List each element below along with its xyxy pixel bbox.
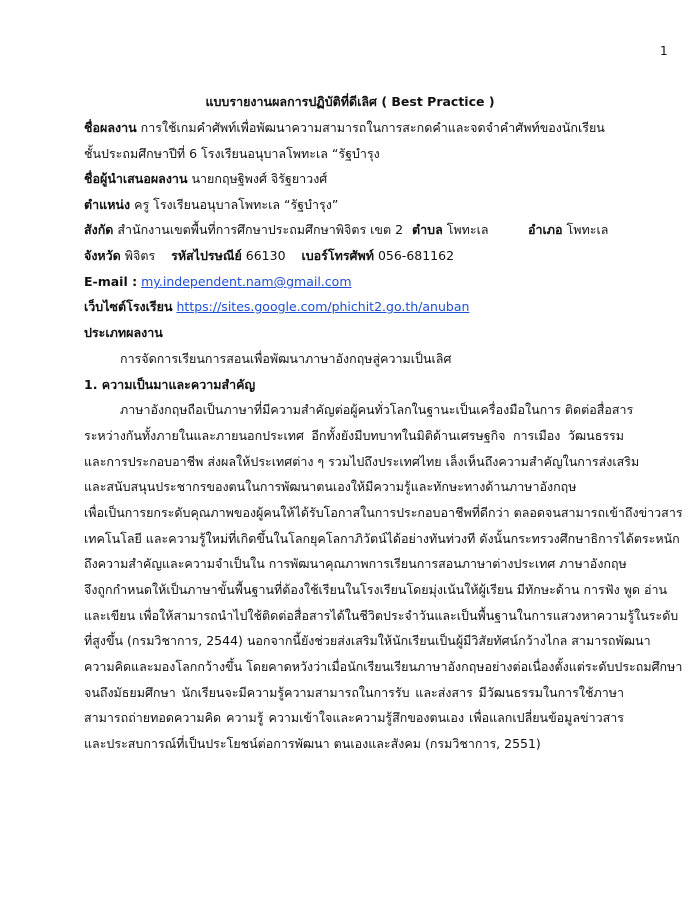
body-line: ความคิดและมองโลกกว้างขึ้น โดยคาดหวังว่าเมื่อนักเรียนเรียนภาษาอังกฤษอย่างต่อเนื่องตั้งแต่ระดับประถมศึกษา: [84, 659, 683, 674]
type-label: ประเภทผลงาน: [84, 325, 163, 340]
body-line: ที่สูงขึ้น (กรมวิชาการ, 2544) นอกจากนี้ยังช่วยส่งเสริมให้นักเรียนเป็นผู้มีวิสัยทัศน์กว้างไกล สามารถพัฒนา: [84, 633, 651, 648]
presenter-row: [84, 170, 624, 188]
position-row: [84, 196, 624, 214]
province-value: พิจิตร: [124, 248, 156, 263]
type-value: การจัดการเรียนการสอนเพื่อพัฒนาภาษาอังกฤษสู่ความเป็นเลิศ: [120, 351, 452, 366]
district-value: โพทะเล: [566, 222, 609, 237]
body-line: เทคโนโลยี และความรู้ใหม่ที่เกิดขึ้นในโลกยุคโลกาภิวัตน์ได้อย่างทันท่วงที ดังนั้นกระทรวงศึกษาธิการได้ตระหนัก: [84, 531, 680, 546]
position-label: ตำแหน่ง: [84, 197, 131, 212]
postcode-label: รหัสไปรษณีย์: [171, 248, 242, 263]
body-line: ภาษาอังกฤษถือเป็นภาษาที่มีความสำคัญต่อผู้คนทั่วโลกในฐานะเป็นเครื่องมือในการ ติดต่อสื่อสาร: [120, 402, 634, 417]
position-value: ครู โรงเรียนอนุบาลโพทะเล “รัฐบำรุง”: [134, 197, 339, 212]
work-name-line-1: [84, 119, 624, 137]
body-line: จนถึงมัธยมศึกษา นักเรียนจะมีความรู้ความสามารถในการรับ และส่งสาร มีวัฒนธรรมในการใช้ภาษา: [84, 685, 624, 700]
body-line: และสนับสนุนประชากรของตนในการพัฒนาตนเองให้มีความรู้และทักษะทางด้านภาษาอังกฤษ: [84, 479, 577, 494]
email-label: E-mail :: [84, 274, 138, 289]
body-line: เพื่อเป็นการยกระดับคุณภาพของผู้คนให้ได้รับโอกาสในการประกอบอาชีพที่ดีกว่า ตลอดจนสามารถเข้าถึงข่าวสาร: [84, 505, 683, 520]
body-line: ระหว่างกันทั้งภายในและภายนอกประเทศ อีกทั้งยังมีบทบาทในมิติด้านเศรษฐกิจ การเมือง วัฒนธรรม: [84, 428, 624, 443]
section-1-heading: 1. ความเป็นมาและความสำคัญ: [84, 377, 256, 392]
subdistrict-label: ตำบล: [412, 222, 443, 237]
work-name-label: ชื่อผลงาน: [84, 120, 137, 135]
body-line: ถึงความสำคัญและความจำเป็นใน การพัฒนาคุณภาพการเรียนการสอนภาษาต่างประเทศ ภาษาอังกฤษ: [84, 556, 627, 571]
website-link[interactable]: https://sites.google.com/phichit2.go.th/anuban: [176, 299, 470, 314]
phone-label: เบอร์โทรศัพท์: [301, 248, 374, 263]
postcode-value: 66130: [245, 248, 286, 263]
body-line: จึงถูกกำหนดให้เป็นภาษาขั้นพื้นฐานที่ต้องใช้เรียนในโรงเรียนโดยมุ่งเน้นให้ผู้เรียน มีทักษะด้าน การฟัง พูด อ่าน: [84, 582, 668, 597]
work-name-value: การใช้เกมคำศัพท์เพื่อพัฒนาความสามารถในการสะกดคำและจดจำคำศัพท์ของนักเรียน: [140, 120, 605, 135]
document-title: แบบรายงานผลการปฏิบัติที่ดีเลิศ ( Best Practice ): [205, 94, 495, 109]
presenter-label: ชื่อผู้นำเสนอผลงาน: [84, 171, 188, 186]
affiliation-value: สำนักงานเขตพื้นที่การศึกษาประถมศึกษาพิจิตร เขต 2: [117, 222, 404, 237]
province-label: จังหวัด: [84, 248, 121, 263]
presenter-value: นายกฤษฐิพงศ์ จิรัฐยาวงศ์: [191, 171, 328, 186]
email-row: [84, 273, 624, 291]
body-line: และการประกอบอาชีพ ส่งผลให้ประเทศต่าง ๆ รวมไปถึงประเทศไทย เล็งเห็นถึงความสำคัญในการส่งเสริม: [84, 454, 640, 469]
district-label: อำเภอ: [528, 222, 563, 237]
affiliation-label: สังกัด: [84, 222, 114, 237]
work-name-line-2: ชั้นประถมศึกษาปีที่ 6 โรงเรียนอนุบาลโพทะเล “รัฐบำรุง: [84, 146, 380, 161]
subdistrict-value: โพทะเล: [446, 222, 489, 237]
body-line: สามารถถ่ายทอดความคิด ความรู้ ความเข้าใจและความรู้สึกของตนเอง เพื่อแลกเปลี่ยนข้อมูลข่าวสาร: [84, 710, 624, 725]
website-label: เว็บไซต์โรงเรียน: [84, 299, 173, 314]
body-line: และประสบการณ์ที่เป็นประโยชน์ต่อการพัฒนา ตนเองและสังคม (กรมวิชาการ, 2551): [84, 736, 541, 751]
phone-value: 056-681162: [377, 248, 455, 263]
address-row: [84, 247, 624, 265]
email-link[interactable]: my.independent.nam@gmail.com: [141, 274, 352, 289]
page-number: 1: [660, 44, 668, 58]
body-line: และเขียน เพื่อให้สามารถนำไปใช้ติดต่อสื่อสารได้ในชีวิตประจำวันและเป็นพื้นฐานในการแสวงหาความรู้ในระดับ: [84, 608, 679, 623]
district-field: [528, 221, 648, 239]
subdistrict-field: [412, 221, 522, 239]
website-row: [84, 298, 624, 316]
